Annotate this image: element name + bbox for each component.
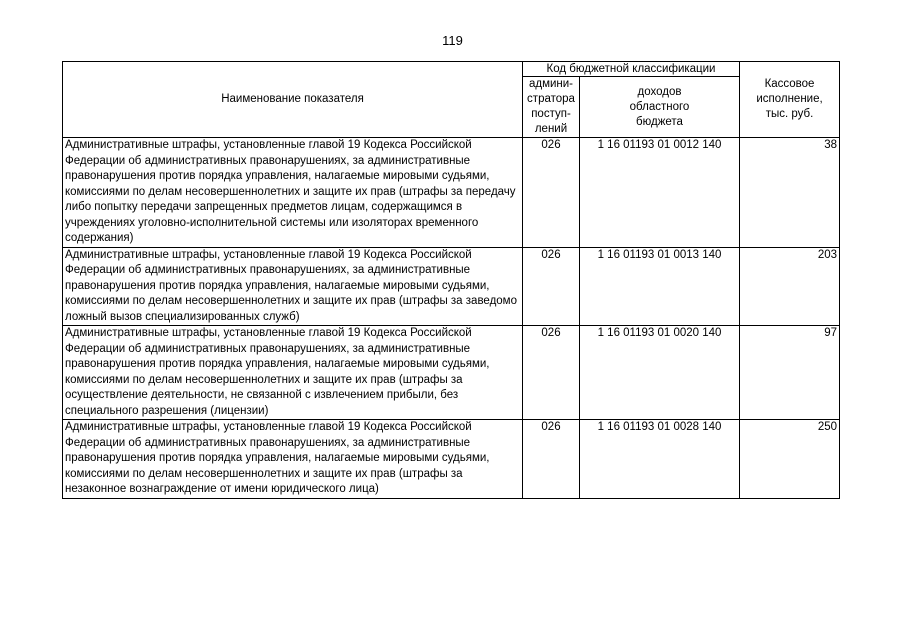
- table-row: [63, 247, 840, 326]
- table-row: [63, 420, 840, 499]
- table-body: [63, 138, 840, 499]
- row-indicator-name: Административные штрафы, установленные главой 19 Кодекса Российской Федерации об административных правонарушениях, за административные правонарушения против порядка управления, налагаемые мировыми судьями, комиссиями по делам несовершеннолетних и защите их прав (штрафы за осуществление деятельности, не связанной с извлечением прибыли, без специального разрешения (лицензии): [63, 326, 523, 420]
- header-indicator-name: Наименование показателя: [63, 62, 523, 138]
- table-row: [63, 138, 840, 248]
- row-income-code: 1 16 01193 01 0028 140: [580, 420, 740, 499]
- row-administrator-code: 026: [523, 420, 580, 499]
- row-administrator-code: 026: [523, 247, 580, 326]
- row-indicator-name: Административные штрафы, установленные главой 19 Кодекса Российской Федерации об административных правонарушениях, за административные правонарушения против порядка управления, налагаемые мировыми судьями, комиссиями по делам несовершеннолетних и защите их прав (штрафы за передачу либо попытку передачи запрещенных предметов лицам, содержащимся в учреждениях уголовно-исполнительной системы или изоляторах временного содержания): [63, 138, 523, 248]
- page-number: 119: [442, 33, 463, 48]
- row-amount: 97: [740, 326, 840, 420]
- header-administrator: админи- стратора поступ- лений: [523, 77, 580, 138]
- budget-table: [62, 61, 840, 499]
- row-income-code: 1 16 01193 01 0013 140: [580, 247, 740, 326]
- table-row: [63, 326, 840, 420]
- row-indicator-name: Административные штрафы, установленные главой 19 Кодекса Российской Федерации об административных правонарушениях, за административные правонарушения против порядка управления, налагаемые мировыми судьями, комиссиями по делам несовершеннолетних и защите их прав (штрафы за заведомо ложный вызов специализированных служб): [63, 247, 523, 326]
- row-administrator-code: 026: [523, 326, 580, 420]
- header-classification-code: Код бюджетной классификации: [523, 62, 740, 77]
- table-header: [63, 62, 840, 138]
- row-administrator-code: 026: [523, 138, 580, 248]
- row-income-code: 1 16 01193 01 0012 140: [580, 138, 740, 248]
- row-amount: 250: [740, 420, 840, 499]
- row-amount: 203: [740, 247, 840, 326]
- header-cash-execution: Кассовое исполнение, тыс. руб.: [740, 62, 840, 138]
- header-income-code: доходов областного бюджета: [580, 77, 740, 138]
- row-income-code: 1 16 01193 01 0020 140: [580, 326, 740, 420]
- row-amount: 38: [740, 138, 840, 248]
- row-indicator-name: Административные штрафы, установленные главой 19 Кодекса Российской Федерации об административных правонарушениях, за административные правонарушения против порядка управления, налагаемые мировыми судьями, комиссиями по делам несовершеннолетних и защите их прав (штрафы за незаконное вознаграждение от имени юридического лица): [63, 420, 523, 499]
